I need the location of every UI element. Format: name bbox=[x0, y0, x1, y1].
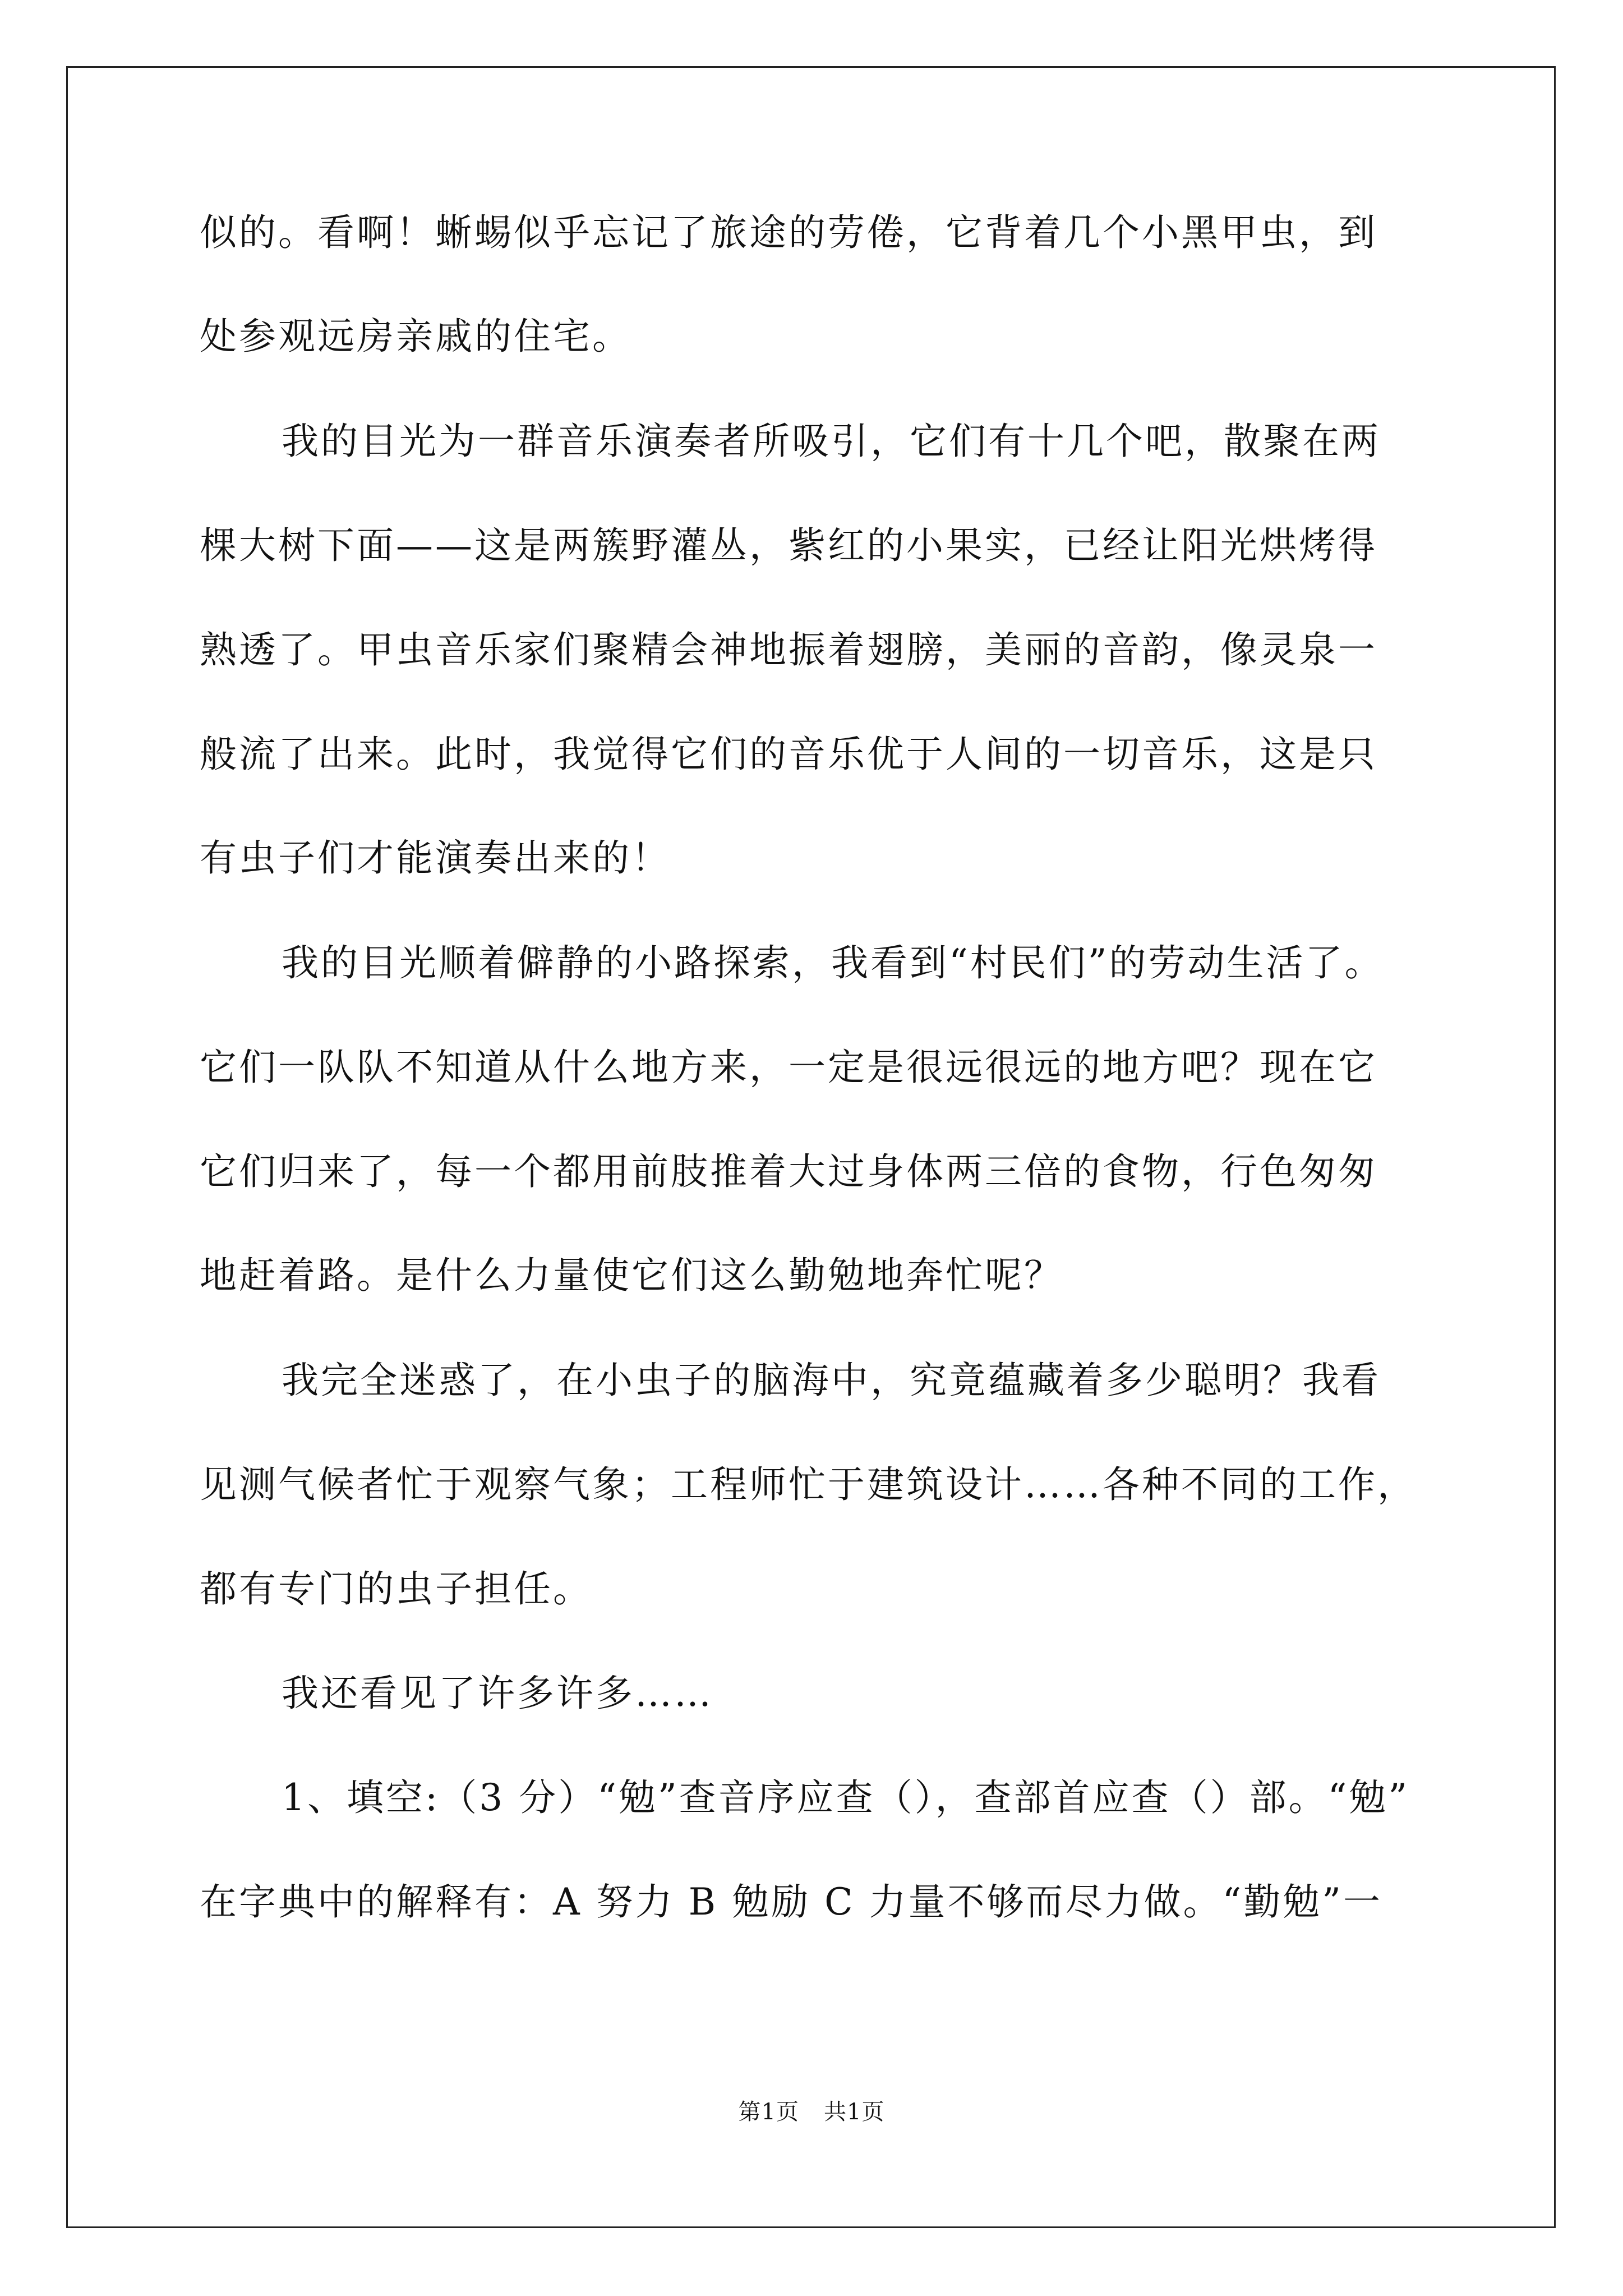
text-line: 处参观远房亲戚的住宅。 bbox=[200, 315, 631, 358]
paragraph-start-line: 我完全迷惑了，在小虫子的脑海中，究竟蕴藏着多少聪明？我看 bbox=[282, 1359, 1381, 1402]
paragraph-start-line: 我还看见了许多许多…… bbox=[282, 1672, 713, 1715]
text-line: 有虫子们才能演奏出来的！ bbox=[200, 836, 671, 880]
text-line: 棵大树下面——这是两簇野灌丛，紫红的小果实，已经让阳光烘烤得 bbox=[200, 524, 1377, 567]
text-line: 它们一队队不知道从什么地方来，一定是很远很远的地方吧？现在它 bbox=[200, 1046, 1377, 1089]
paragraph-start-line: 我的目光顺着僻静的小路探索，我看到“村民们”的劳动生活了。 bbox=[282, 941, 1384, 984]
text-line: 它们归来了，每一个都用前肢推着大过身体两三倍的食物，行色匆匆 bbox=[200, 1150, 1377, 1193]
page-total: 共1页 bbox=[824, 2099, 885, 2125]
question-line: 在字典中的解释有：A 努力 B 勉励 C 力量不够而尽力做。“勤勉”一 bbox=[200, 1880, 1383, 1924]
text-line: 见测气候者忙于观察气象；工程师忙于建筑设计……各种不同的工作， bbox=[200, 1463, 1417, 1506]
text-line: 地赶着路。是什么力量使它们这么勤勉地奔忙呢？ bbox=[200, 1254, 1063, 1297]
paragraph-start-line: 我的目光为一群音乐演奏者所吸引，它们有十几个吧，散聚在两 bbox=[282, 420, 1381, 463]
text-line: 熟透了。甲虫音乐家们聚精会神地振着翅膀，美丽的音韵，像灵泉一 bbox=[200, 628, 1377, 671]
text-line: 都有专门的虫子担任。 bbox=[200, 1567, 592, 1611]
question-line: 1、填空:（3 分）“勉”查音序应查（），查部首应查（）部。“勉” bbox=[282, 1776, 1410, 1819]
page-number: 第1页 bbox=[738, 2099, 799, 2125]
text-line: 般流了出来。此时，我觉得它们的音乐优于人间的一切音乐，这是只 bbox=[200, 733, 1377, 776]
page-footer bbox=[0, 2095, 1623, 2129]
text-line: 似的。看啊！蜥蜴似乎忘记了旅途的劳倦，它背着几个小黑甲虫，到 bbox=[200, 211, 1377, 254]
